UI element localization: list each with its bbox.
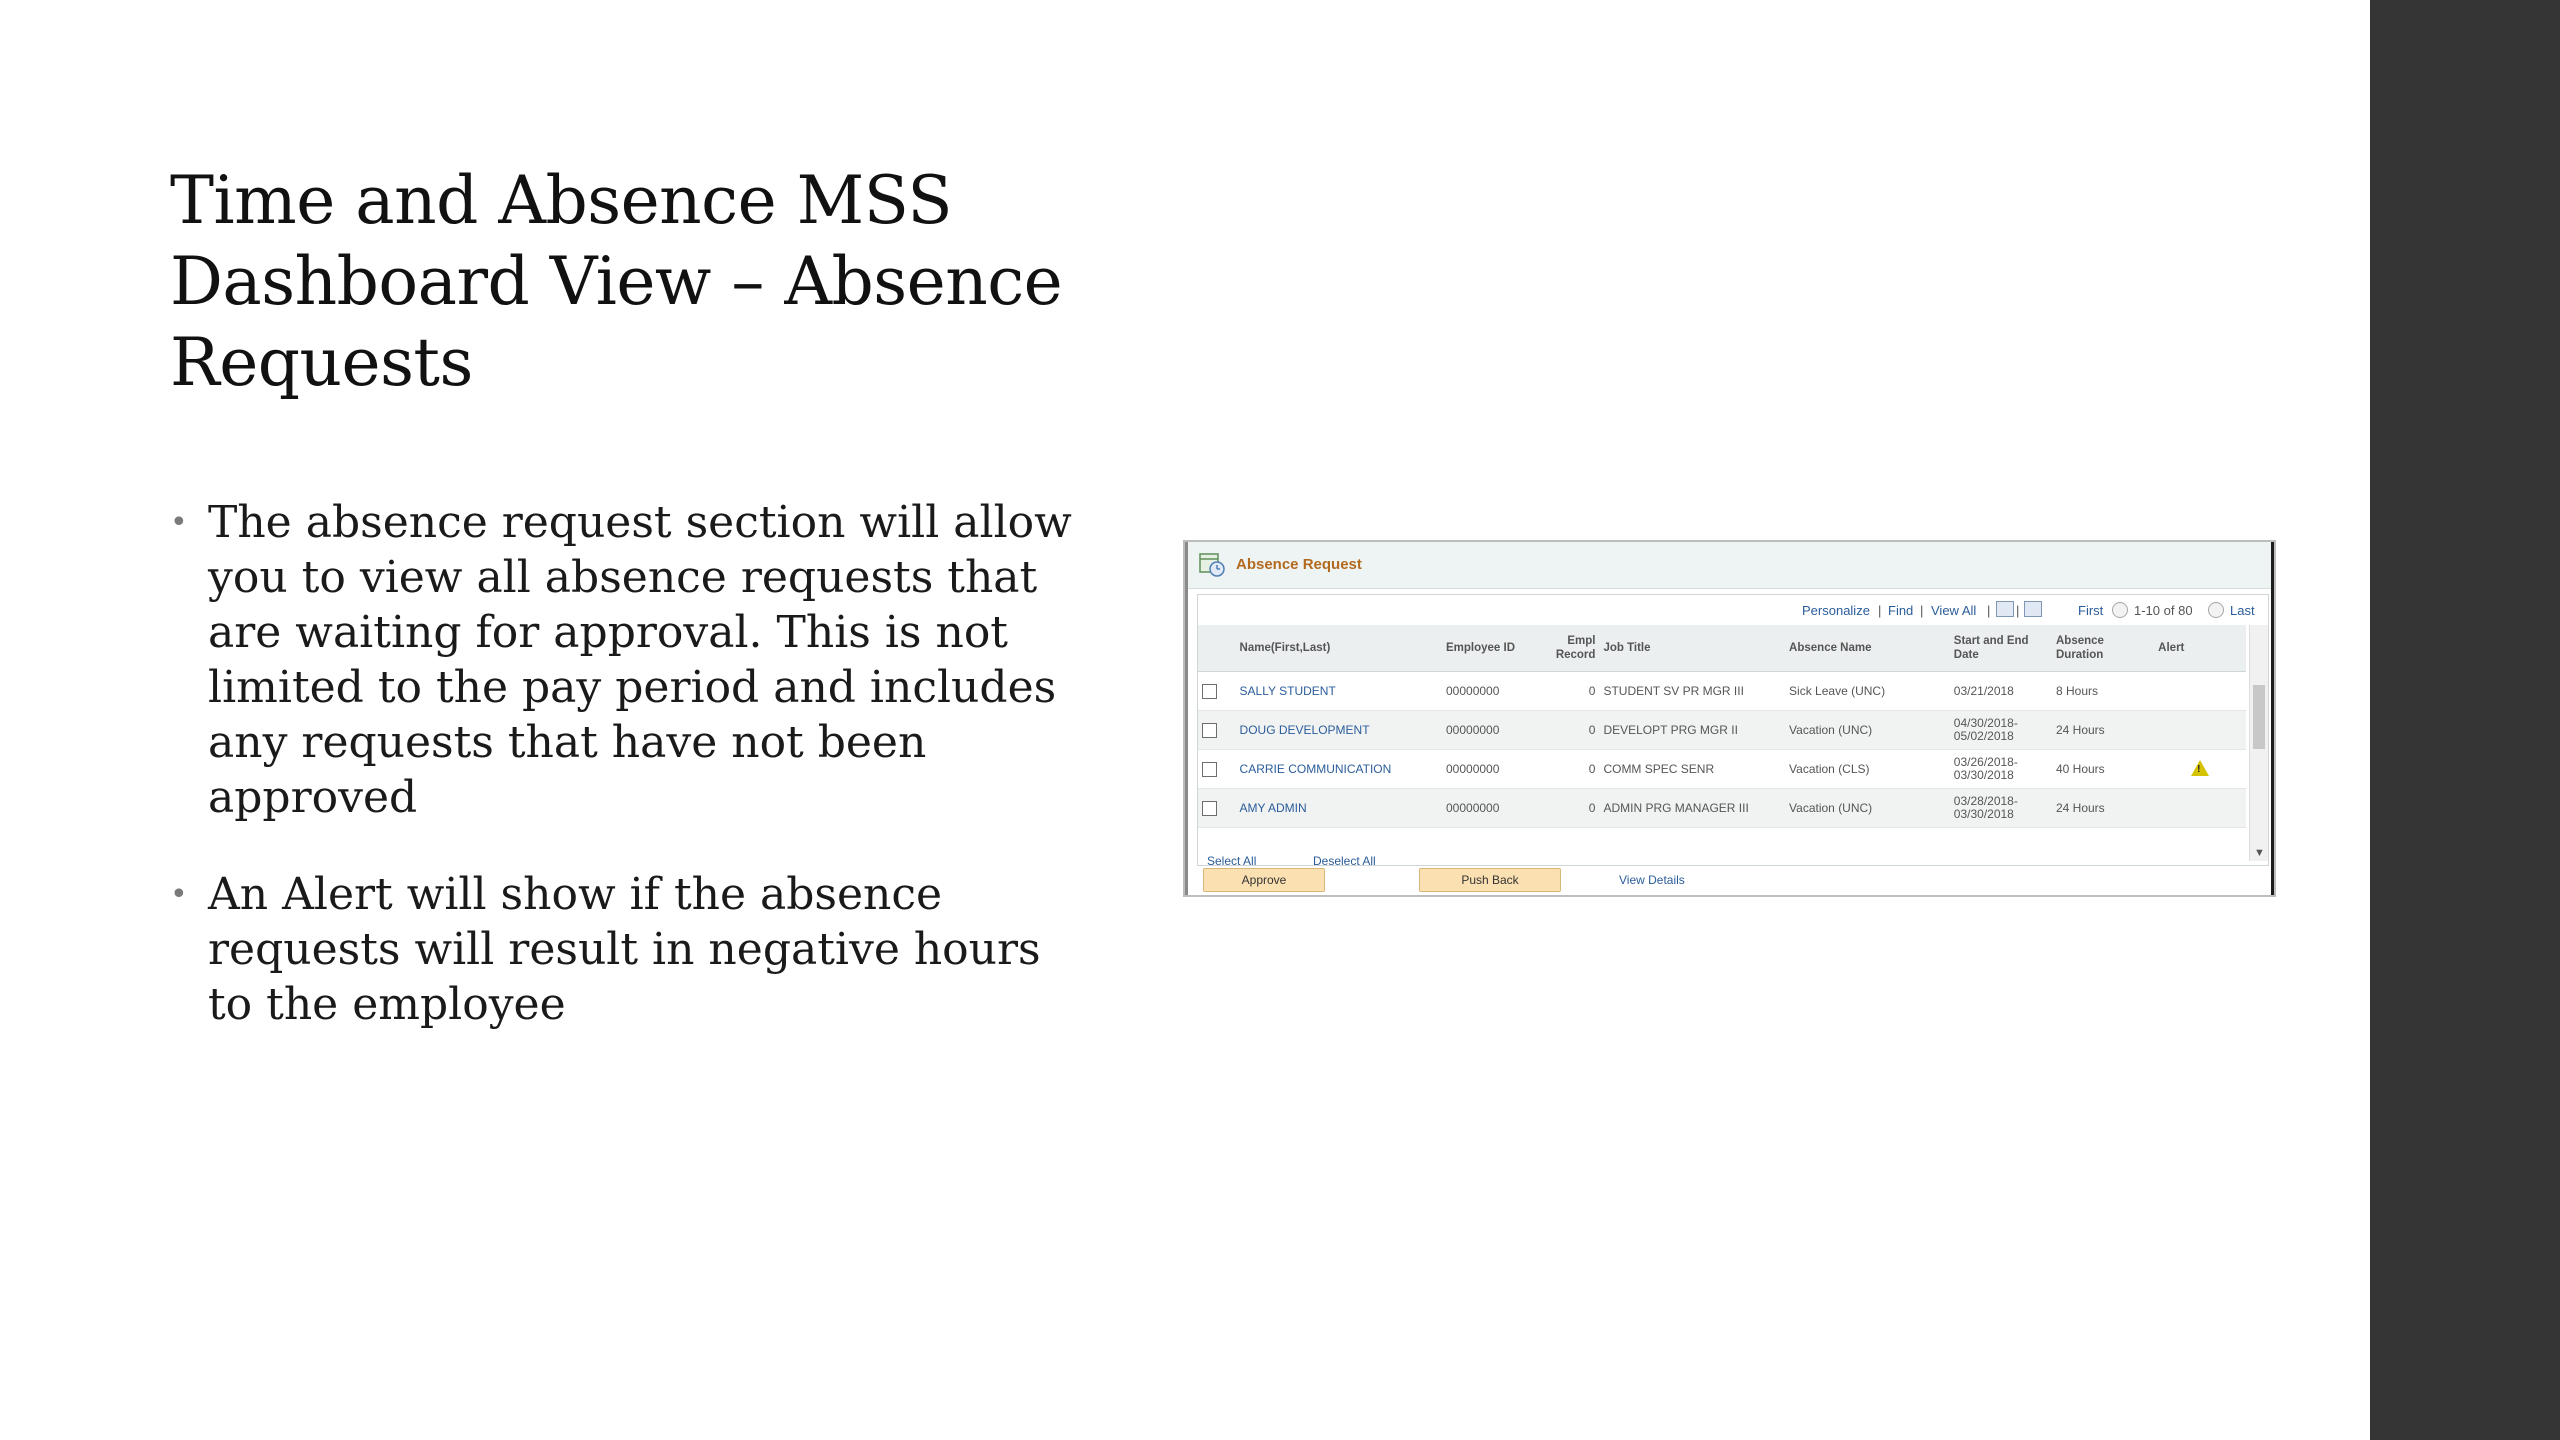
personalize-link[interactable]: Personalize (1802, 603, 1870, 618)
employee-id: 00000000 (1442, 672, 1534, 711)
column-header: Employee ID (1442, 625, 1534, 672)
absence-table (1198, 625, 2246, 828)
empl-record: 0 (1534, 789, 1600, 828)
slide-title (170, 160, 1130, 403)
alert-cell (2154, 789, 2246, 828)
empl-record: 0 (1534, 672, 1600, 711)
job-title: STUDENT SV PR MGR III (1599, 672, 1785, 711)
column-header: Absence Duration (2052, 625, 2154, 672)
absence-duration: 8 Hours (2052, 672, 2154, 711)
absence-dates: 03/28/2018-03/30/2018 (1950, 789, 2052, 828)
absence-dates: 03/26/2018-03/30/2018 (1950, 750, 2052, 789)
employee-name-link[interactable]: DOUG DEVELOPMENT (1236, 711, 1442, 750)
title-line-2: Dashboard View – Absence (170, 243, 1063, 320)
title-line-3: Requests (170, 324, 473, 401)
approve-button[interactable]: Approve (1203, 868, 1325, 892)
scroll-down-icon[interactable]: ▼ (2254, 847, 2265, 859)
bullet-item (170, 495, 1090, 825)
employee-id: 00000000 (1442, 711, 1534, 750)
bullet-dot-icon: • (170, 877, 188, 912)
panel-left-border (1185, 542, 1188, 895)
absence-grid (1197, 594, 2269, 866)
table-row (1198, 750, 2246, 789)
column-header: Alert (2154, 625, 2246, 672)
employee-name-link[interactable]: CARRIE COMMUNICATION (1236, 750, 1442, 789)
table-row (1198, 672, 2246, 711)
zoom-grid-icon[interactable] (1996, 601, 2014, 617)
row-checkbox[interactable] (1202, 723, 1217, 738)
grid-scrollbar[interactable] (2249, 625, 2268, 861)
view-all-link[interactable]: View All (1931, 603, 1977, 618)
absence-dates: 03/21/2018 (1950, 672, 2052, 711)
employee-id: 00000000 (1442, 789, 1534, 828)
bullet-dot-icon: • (170, 505, 188, 540)
first-link[interactable]: First (2078, 603, 2104, 618)
row-checkbox[interactable] (1202, 684, 1217, 699)
nav-separator: | (1920, 603, 1924, 618)
grid-navigation (1198, 595, 2268, 625)
row-checkbox[interactable] (1202, 801, 1217, 816)
row-range: 1-10 of 80 (2134, 603, 2193, 618)
column-header: Name(First,Last) (1236, 625, 1442, 672)
row-checkbox[interactable] (1202, 762, 1217, 777)
absence-request-screenshot (1183, 540, 2276, 897)
absence-duration: 24 Hours (2052, 789, 2154, 828)
alert-cell (2154, 750, 2246, 789)
alert-cell (2154, 711, 2246, 750)
absence-name: Vacation (UNC) (1785, 711, 1950, 750)
employee-name-link[interactable]: SALLY STUDENT (1236, 672, 1442, 711)
nav-separator: | (1878, 603, 1882, 618)
row-select-cell (1198, 750, 1236, 789)
bullet-text: The absence request section will allow you to view all absence requests that are waiting for approval. This is not limited to the pay period and includes any requests that have not been approved (208, 497, 1072, 823)
next-icon[interactable] (2208, 602, 2224, 618)
absence-dates: 04/30/2018-05/02/2018 (1950, 711, 2052, 750)
absence-name: Sick Leave (UNC) (1785, 672, 1950, 711)
panel-right-border (2271, 542, 2274, 895)
download-grid-icon[interactable] (2024, 601, 2042, 617)
column-header: Job Title (1599, 625, 1785, 672)
push-back-button[interactable]: Push Back (1419, 868, 1561, 892)
table-row (1198, 711, 2246, 750)
panel-header (1188, 542, 2271, 589)
nav-separator: | (1987, 603, 1991, 618)
table-header-row (1198, 625, 2246, 672)
absence-name: Vacation (UNC) (1785, 789, 1950, 828)
slide-side-band (2370, 0, 2560, 1440)
scrollbar-thumb[interactable] (2253, 685, 2265, 749)
column-header: Empl Record (1534, 625, 1600, 672)
column-header: Start and End Date (1950, 625, 2052, 672)
bullet-list (170, 495, 1090, 1074)
absence-duration: 24 Hours (2052, 711, 2154, 750)
row-select-cell (1198, 672, 1236, 711)
calendar-clock-icon (1198, 550, 1226, 578)
deselect-all-link[interactable]: Deselect All (1313, 854, 1376, 868)
warning-icon[interactable] (2191, 760, 2209, 776)
alert-mark: ! (2197, 763, 2201, 775)
table-row (1198, 789, 2246, 828)
empl-record: 0 (1534, 711, 1600, 750)
alert-cell (2154, 672, 2246, 711)
empl-record: 0 (1534, 750, 1600, 789)
row-select-cell (1198, 789, 1236, 828)
select-column-header (1198, 625, 1236, 672)
panel-title: Absence Request (1236, 556, 1362, 573)
find-link[interactable]: Find (1888, 603, 1914, 618)
absence-name: Vacation (CLS) (1785, 750, 1950, 789)
view-details-link[interactable]: View Details (1619, 873, 1685, 887)
job-title: COMM SPEC SENR (1599, 750, 1785, 789)
job-title: DEVELOPT PRG MGR II (1599, 711, 1785, 750)
absence-duration: 40 Hours (2052, 750, 2154, 789)
column-header: Absence Name (1785, 625, 1950, 672)
bullet-item (170, 867, 1090, 1032)
employee-name-link[interactable]: AMY ADMIN (1236, 789, 1442, 828)
previous-icon[interactable] (2112, 602, 2128, 618)
row-select-cell (1198, 711, 1236, 750)
title-line-1: Time and Absence MSS (170, 162, 953, 239)
employee-id: 00000000 (1442, 750, 1534, 789)
nav-separator: | (2016, 603, 2020, 618)
bullet-text: An Alert will show if the absence requests will result in negative hours to the employee (208, 869, 1041, 1030)
last-link[interactable]: Last (2230, 603, 2255, 618)
select-all-link[interactable]: Select All (1207, 854, 1257, 868)
job-title: ADMIN PRG MANAGER III (1599, 789, 1785, 828)
